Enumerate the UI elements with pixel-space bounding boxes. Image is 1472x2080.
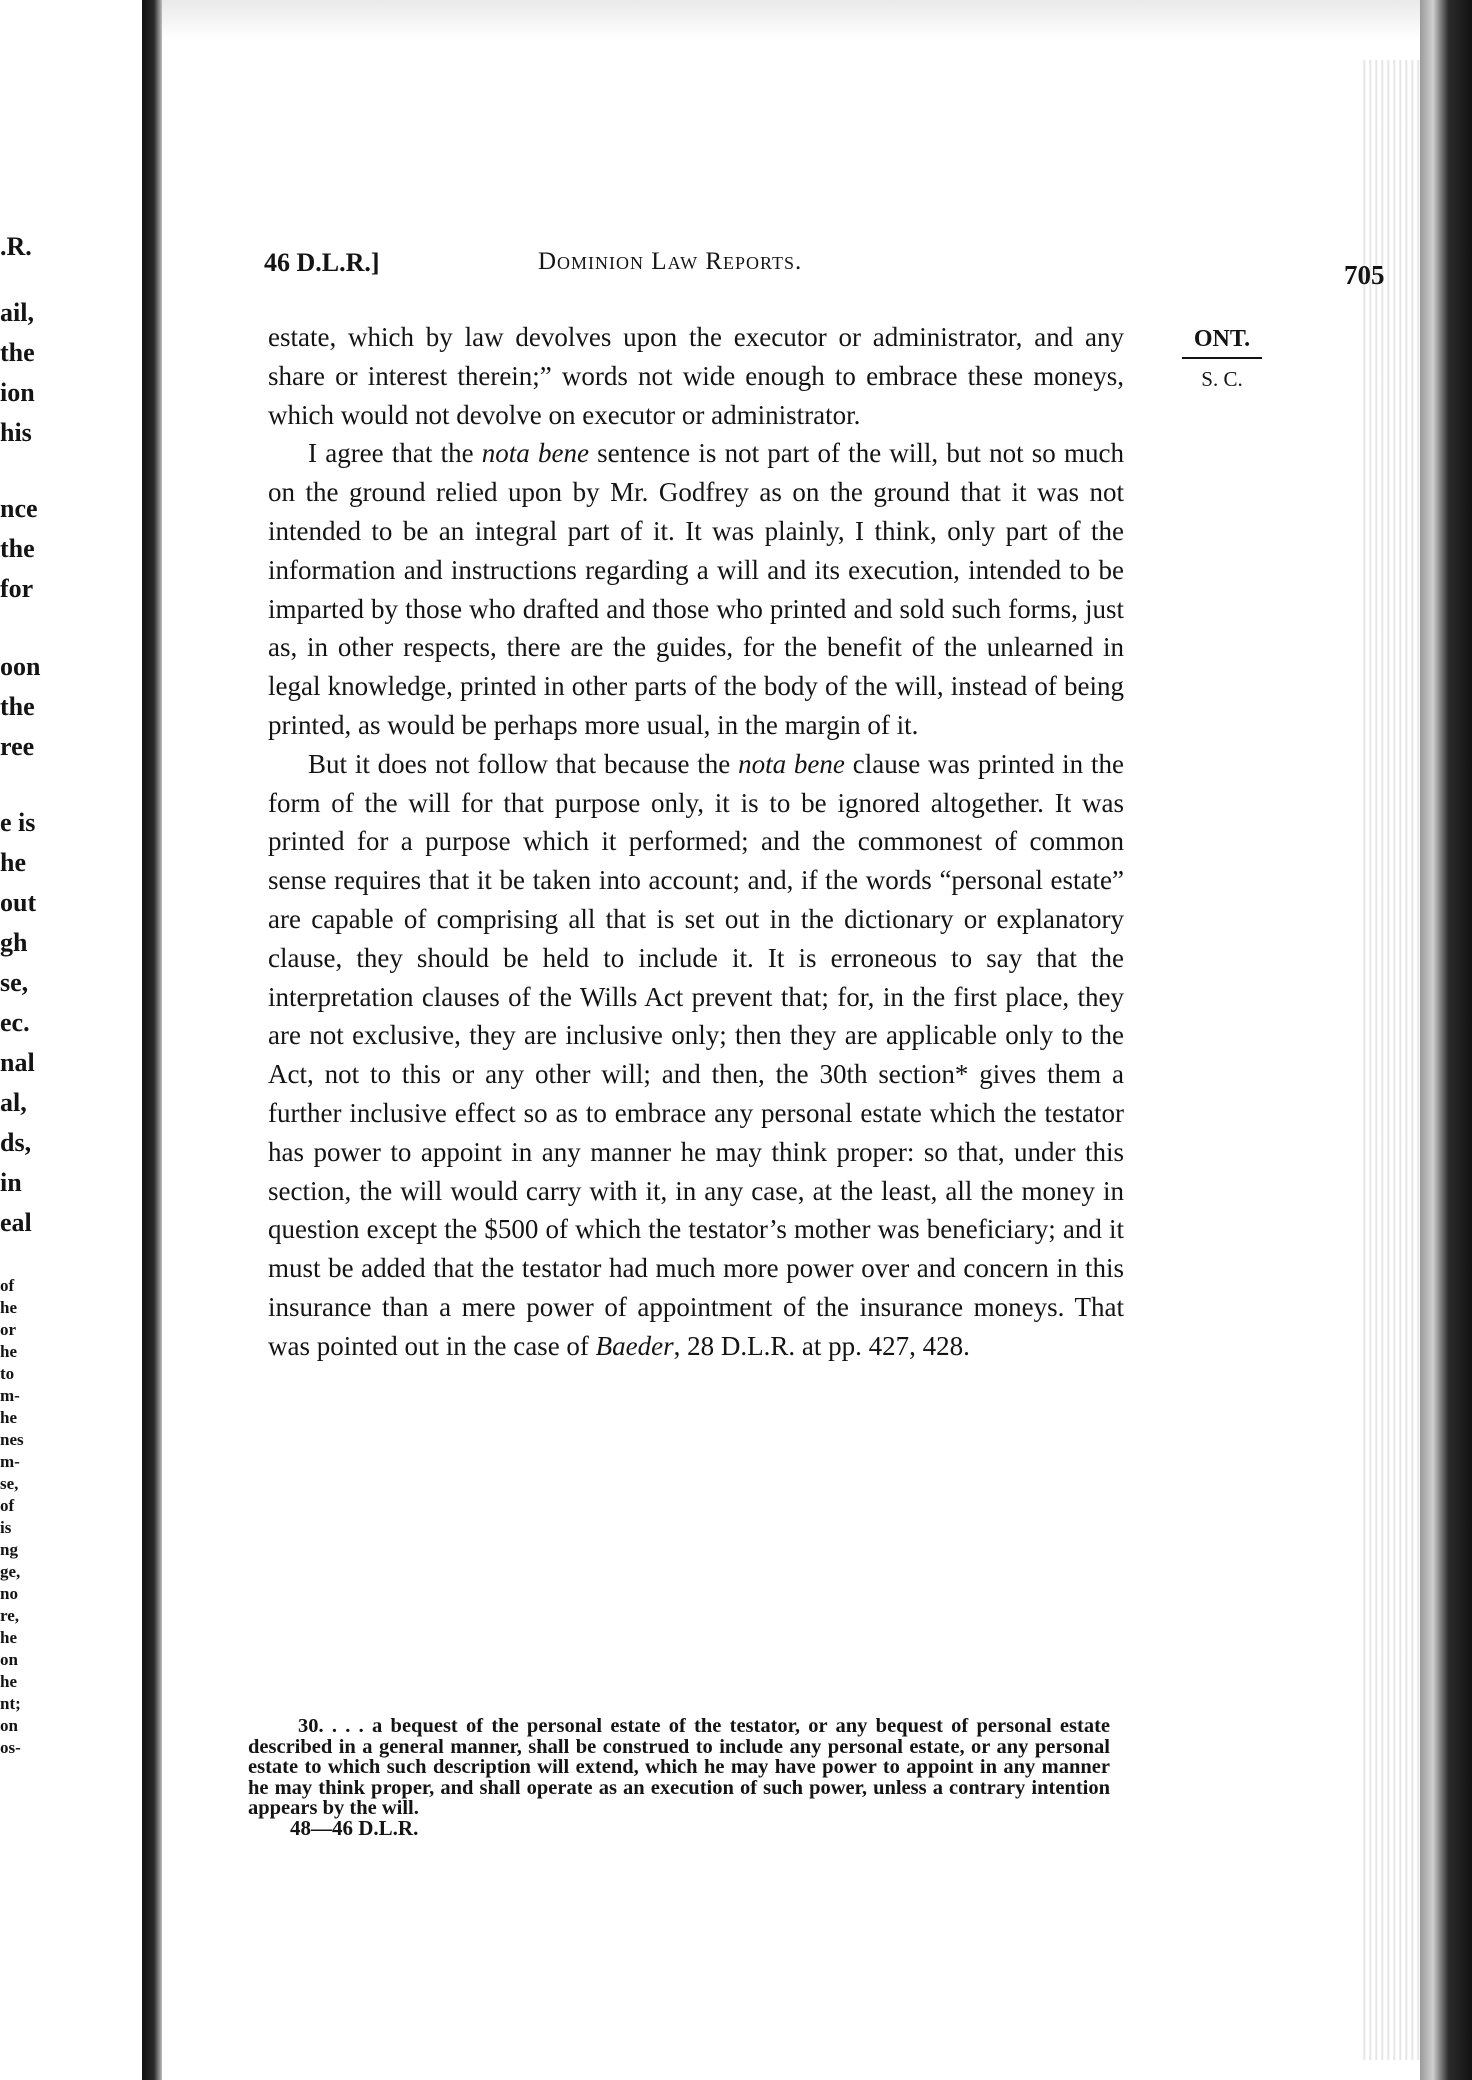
left-page-fragment: of	[0, 1276, 15, 1295]
left-page-fragments	[0, 0, 142, 2080]
left-page-fragment: se,	[0, 1474, 19, 1493]
left-page-fragment: of	[0, 1496, 15, 1515]
left-page-fragment: os-	[0, 1738, 21, 1757]
paragraph-3-text-a: But it does not follow that because the	[308, 748, 739, 779]
left-page-fragment: nce	[0, 494, 38, 523]
left-page-fragment: ail,	[0, 298, 34, 327]
book-right-edge	[1420, 0, 1472, 2080]
paragraph-3-italic-2: Baeder	[595, 1330, 674, 1361]
left-page-fragment: nes	[0, 1430, 24, 1449]
left-page-fragment: e is	[0, 808, 36, 837]
paragraph-2-text-b: sentence is not part of the will, but not so much on the ground relied upon by Mr. Godfrey as on the ground that it was not intended to be an integral part of it. It was plainly, I think, only part of the information and instructions regarding a will and its execution, intended to be imparted by those who drafted and those who printed and sold such forms, just as, in other respects, there are the guides, for the benefit of the unlearned in legal knowledge, printed in other parts of the body of the will, instead of being printed, as would be perhaps more usual, in the margin of it.	[268, 438, 1124, 740]
left-page-fragment: se,	[0, 968, 29, 997]
margin-note	[1182, 326, 1262, 392]
left-page-fragment: he	[0, 1342, 17, 1361]
volume-reference: 46 D.L.R.]	[264, 248, 380, 277]
left-page-fragment: the	[0, 534, 35, 563]
left-page-fragment: oon	[0, 652, 41, 681]
paragraph-3-text-b: clause was printed in the form of the will for that purpose only, it is to be ignored altogether. It was printed for a purpose which it performed; and the commonest of common sense requires that it be taken into account; and, if the words “personal estate” are capable of comprising all that is set out in the dictionary or explanatory clause, they should be held to include it. It is erroneous to say that the interpretation clauses of the Wills Act prevent that; for, in the first place, they are not exclusive, they are inclusive only; then they are applicable only to the Act, not to this or any other will; and then, the 30th section* gives them a further inclusive effect so as to embrace any personal estate which the testator has power to appoint in any manner he may think proper: so that, under this section, the will would carry with it, in any case, at the least, all the money in question except the $500 of which the testator’s mother was beneficiary; and it must be added that the testator had much more power over and concern in this insurance than a mere power of appointment of the insurance moneys. That was pointed out in the case of	[268, 748, 1124, 1361]
footnote	[248, 1716, 1110, 1819]
left-page-fragment: ds,	[0, 1128, 32, 1157]
left-page-fragment: nal	[0, 1048, 35, 1077]
left-page-fragment: on	[0, 1716, 18, 1735]
signature-mark: 48—46 D.L.R.	[290, 1816, 419, 1840]
running-head	[264, 248, 1385, 290]
left-page-fragment: al,	[0, 1088, 27, 1117]
page	[162, 0, 1420, 2080]
left-page-fragment: or	[0, 1320, 17, 1339]
left-page-fragment: is	[0, 1518, 12, 1537]
left-page-fragment: for	[0, 574, 34, 603]
left-page-fragment: he	[0, 1408, 17, 1427]
left-page-fragment: on	[0, 1650, 18, 1669]
left-page-fragment: he	[0, 848, 26, 877]
paragraph-3-text-c: , 28 D.L.R. at pp. 427, 428.	[673, 1330, 970, 1361]
paragraph-2	[268, 434, 1124, 744]
journal-title: Dominion Law Reports.	[538, 248, 803, 275]
book-gutter	[142, 0, 162, 2080]
left-page-fragment: to	[0, 1364, 15, 1383]
left-page-fragment: m-	[0, 1386, 20, 1405]
paragraph-3-italic-1: nota bene	[738, 748, 845, 779]
left-page-fragment: .R.	[0, 232, 32, 261]
left-page-fragment: no	[0, 1584, 18, 1603]
left-page-fragment: he	[0, 1628, 17, 1647]
left-page-fragment: out	[0, 888, 37, 917]
left-page-fragment: he	[0, 1672, 17, 1691]
left-page-fragment: ng	[0, 1540, 18, 1559]
left-page-fragment: ree	[0, 732, 35, 761]
left-page-fragment: the	[0, 338, 35, 367]
left-page-fragment: gh	[0, 928, 28, 957]
footnote-text: 30. . . . a bequest of the personal estate of the testator, or any bequest of personal estate described in a general manner, shall be construed to include any personal estate, or any personal estate to which such description will extend, which he may have power to appoint in any manner he may think proper, and shall operate as an execution of such power, unless a contrary intention appears by the will.	[248, 1715, 1110, 1819]
left-page-fragment: the	[0, 692, 35, 721]
body-text	[268, 318, 1124, 1366]
paragraph-2-italic: nota bene	[481, 438, 589, 469]
province-label: ONT.	[1182, 326, 1262, 359]
left-page-fragment: ion	[0, 378, 35, 407]
left-page-fragment: eal	[0, 1208, 32, 1237]
paragraph-1: estate, which by law devolves upon the executor or administrator, and any share or interest therein;” words not wide enough to embrace these moneys, which would not devolve on executor or administrator.	[268, 322, 1124, 430]
left-page-fragment: nt;	[0, 1694, 21, 1713]
left-page-fragment: ge,	[0, 1562, 21, 1581]
court-label: S. C.	[1201, 367, 1243, 391]
left-page-fragment: his	[0, 418, 32, 447]
left-page-fragment: ec.	[0, 1008, 30, 1037]
page-number: 705	[1344, 260, 1385, 290]
left-page-fragment: in	[0, 1168, 22, 1197]
left-page-fragment: re,	[0, 1606, 20, 1625]
paragraph-3	[268, 745, 1124, 1366]
left-page-fragment: he	[0, 1298, 17, 1317]
paragraph-2-text-a: I agree that the	[308, 438, 482, 469]
left-page-scan	[0, 0, 142, 2080]
left-page-fragment: m-	[0, 1452, 20, 1471]
